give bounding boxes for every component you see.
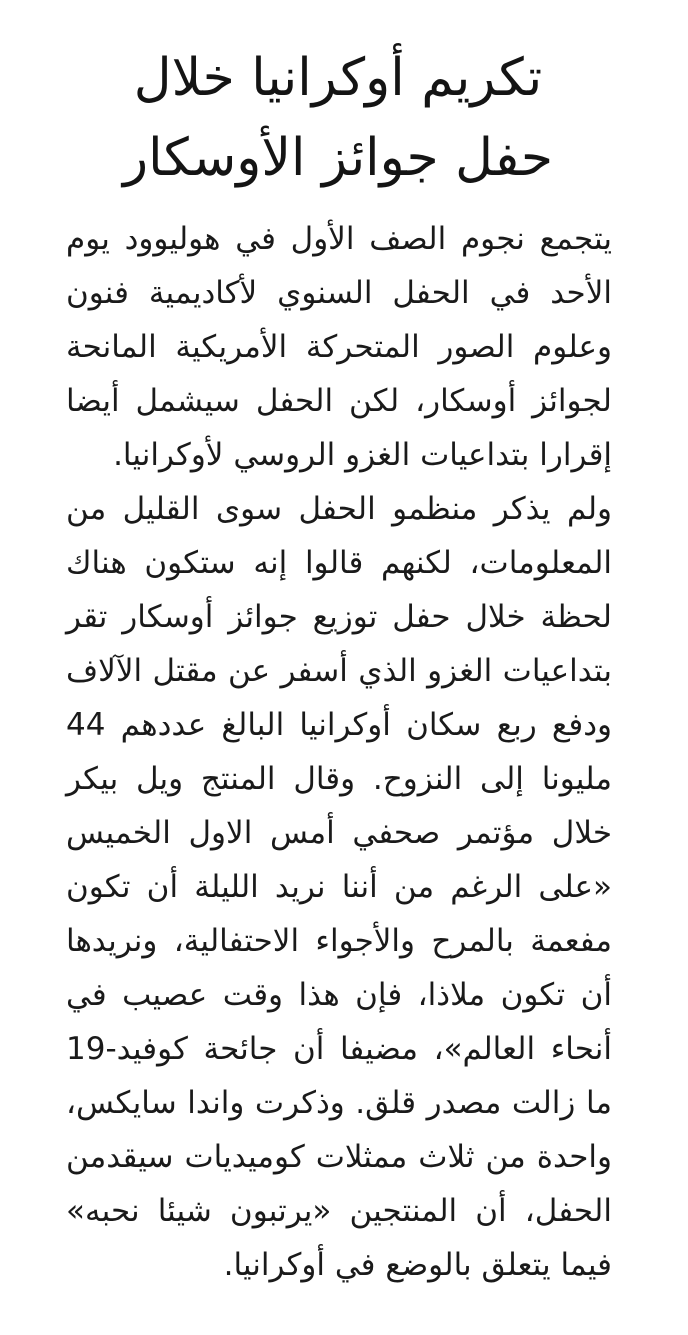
body-line: ولم يذكر منظمو الحفل سوى القليل من [66,491,612,527]
body-line: إقرارا بتداعيات الغزو الروسي لأوكرانيا. [113,437,612,473]
body-line: الحفل، أن المنتجين «يرتبون شيئا نحبه» [66,1193,612,1229]
body-line: ودفع ربع سكان أوكرانيا البالغ عددهم 44 [66,707,612,743]
body-line: واحدة من ثلاث ممثلات كوميديات سيقدمن [66,1139,612,1175]
body-line: الأحد في الحفل السنوي لأكاديمية فنون [66,275,612,311]
body-line: «على الرغم من أننا نريد الليلة أن تكون [66,869,612,905]
article-headline [48,38,628,198]
body-line: يتجمع نجوم الصف الأول في هوليوود يوم [66,221,612,257]
body-line: مليونا إلى النزوح. وقال المنتج ويل بيكر [66,761,612,797]
headline-line: تكريم أوكرانيا خلال [133,48,543,108]
body-line: وعلوم الصور المتحركة الأمريكية المانحة [66,329,612,365]
body-line: أن تكون ملاذا، فإن هذا وقت عصيب في [66,977,612,1013]
body-line: لحظة خلال حفل توزيع جوائز أوسكار تقر [66,599,612,635]
body-line: مفعمة بالمرح والأجواء الاحتفالية، ونريدها [66,923,612,959]
headline-line: حفل جوائز الأوسكار [123,128,553,188]
body-line: لجوائز أوسكار، لكن الحفل سيشمل أيضا [66,383,612,419]
body-line: فيما يتعلق بالوضع في أوكرانيا. [223,1247,612,1283]
body-line: ما زالت مصدر قلق. وذكرت واندا سايكس، [66,1085,612,1121]
article-body [66,212,612,1292]
body-line: خلال مؤتمر صحفي أمس الاول الخميس [66,815,612,851]
body-line: أنحاء العالم»، مضيفا أن جائحة كوفيد-19 [66,1031,612,1067]
body-line: بتداعيات الغزو الذي أسفر عن مقتل الآلاف [66,653,612,689]
body-line: المعلومات، لكنهم قالوا إنه ستكون هناك [66,545,612,581]
